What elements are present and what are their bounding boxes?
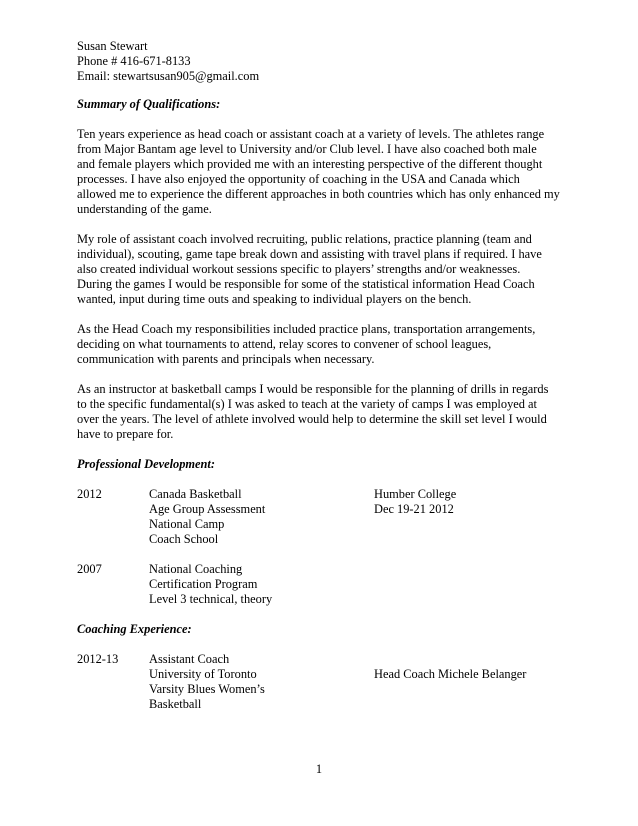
- text-line: Ten years experience as head coach or assistant coach at a variety of levels. The athletes range: [77, 127, 545, 141]
- text-line: wanted, input during time outs and speaking to individual players on the bench.: [77, 292, 472, 306]
- entry-line: National Camp: [149, 517, 225, 531]
- summary-paragraph-2: [77, 232, 567, 307]
- entry-date: Dec 19-21 2012: [374, 502, 454, 516]
- text-line: processes. I have also enjoyed the opportunity of coaching in the USA and Canada which: [77, 172, 520, 186]
- summary-paragraph-4: [77, 382, 567, 442]
- text-line: As an instructor at basketball camps I would be responsible for the planning of drills in regards: [77, 382, 549, 396]
- entry-year: 2012: [77, 487, 102, 501]
- resume-page: [77, 39, 567, 712]
- entry-line: Varsity Blues Women’s: [149, 682, 265, 696]
- entry-institution: Humber College: [374, 487, 457, 501]
- text-line: have to prepare for.: [77, 427, 174, 441]
- text-line: individual), scouting, game tape break down and assisting with travel plans if required. I have: [77, 247, 542, 261]
- professional-development-heading: Professional Development:: [77, 457, 215, 471]
- entry-line: University of Toronto: [149, 667, 257, 681]
- entry-line: Age Group Assessment: [149, 502, 266, 516]
- entry-line: Level 3 technical, theory: [149, 592, 273, 606]
- entry-line: Assistant Coach: [149, 652, 230, 666]
- entry-line: Canada Basketball: [149, 487, 242, 501]
- entry-line: Certification Program: [149, 577, 258, 591]
- page-number: 1: [315, 762, 323, 776]
- text-line: over the years. The level of athlete involved would help to determine the skill set level I would: [77, 412, 547, 426]
- text-line: understanding of the game.: [77, 202, 212, 216]
- summary-paragraph-1: [77, 127, 567, 217]
- text-line: allowed me to experience the different approaches in both countries which has only enhanced my: [77, 187, 560, 201]
- entry-year: 2012-13: [77, 652, 119, 666]
- pd-entry-2012: [77, 487, 567, 547]
- entry-line: Basketball: [149, 697, 202, 711]
- text-line: As the Head Coach my responsibilities included practice plans, transportation arrangements,: [77, 322, 536, 336]
- text-line: communication with parents and principals when necessary.: [77, 352, 375, 366]
- applicant-name: Susan Stewart: [77, 39, 148, 53]
- text-line: deciding on what tournaments to attend, relay scores to convener of school leagues,: [77, 337, 492, 351]
- summary-paragraph-3: [77, 322, 567, 367]
- entry-line: Coach School: [149, 532, 219, 546]
- text-line: My role of assistant coach involved recruiting, public relations, practice planning (team and: [77, 232, 532, 246]
- text-line: from Major Bantam age level to University and/or Club level. I have also coached both male: [77, 142, 537, 156]
- text-line: and female players which provided me with an interesting perspective of the different thought: [77, 157, 543, 171]
- phone-line: Phone # 416-671-8133: [77, 54, 191, 68]
- entry-year: 2007: [77, 562, 102, 576]
- email-line: Email: stewartsusan905@gmail.com: [77, 69, 260, 83]
- pd-entry-2007: [77, 562, 567, 607]
- coaching-entry-2012-13: [77, 652, 567, 712]
- text-line: During the games I would be responsible for some of the statistical information Head Coach: [77, 277, 535, 291]
- entry-head-coach: Head Coach Michele Belanger: [374, 667, 527, 681]
- coaching-experience-heading: Coaching Experience:: [77, 622, 192, 636]
- summary-heading: Summary of Qualifications:: [77, 97, 221, 111]
- text-line: also created individual workout sessions specific to players’ strengths and/or weaknesses.: [77, 262, 521, 276]
- entry-line: National Coaching: [149, 562, 243, 576]
- text-line: to the specific fundamental(s) I was asked to teach at the variety of camps I was employed at: [77, 397, 538, 411]
